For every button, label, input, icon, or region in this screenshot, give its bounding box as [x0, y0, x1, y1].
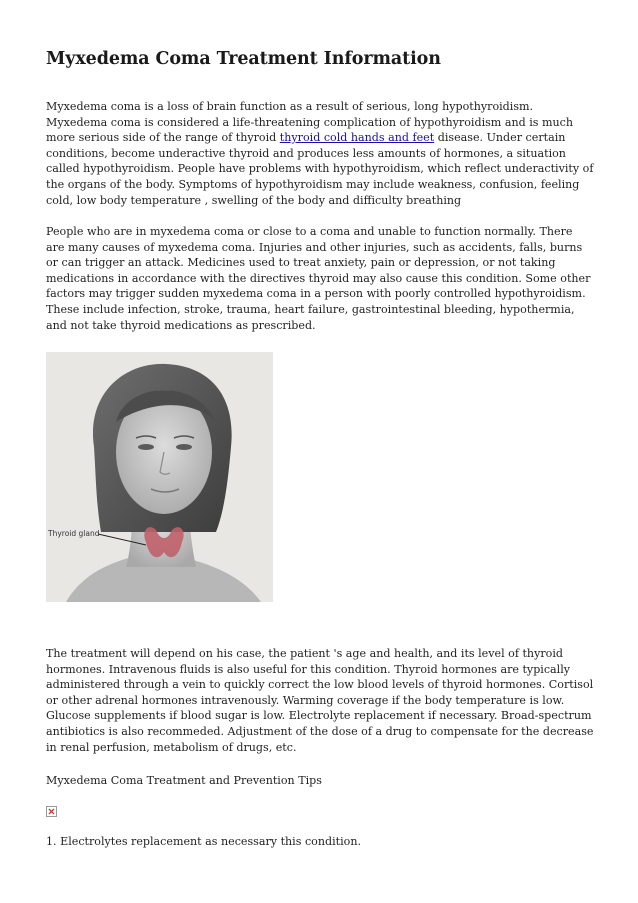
broken-image-icon: [46, 806, 57, 817]
thyroid-drawing: [46, 352, 273, 602]
thyroid-cold-hands-link[interactable]: thyroid cold hands and feet: [279, 131, 435, 145]
tips-subheading: Myxedema Coma Treatment and Prevention Tips: [46, 774, 322, 787]
page-title: Myxedema Coma Treatment Information: [46, 49, 441, 69]
thyroid-gland-label: Thyroid gland: [48, 529, 100, 538]
causes-paragraph: People who are in myxedema coma or close to a coma and unable to function normally. There are many causes of myxedema coma. Injuries and other injuries, such as accidents, falls, burns or can trigger an attack. Medicines used to treat anxiety, pain or depression, or not taking medications in accordance with the directives thyroid may also cause this condition. Some other factors may trigger sudden myxedema coma in a person with poorly controlled hypothyroidism. These include infection, stroke, trauma, heart failure, gastrointestinal bleeding, hypothermia, and not take thyroid medications as prescribed.: [46, 225, 591, 332]
tip-item-1: 1. Electrolytes replacement as necessary this condition.: [46, 835, 361, 848]
intro-text-start: Myxedema coma is a loss of brain function as a result of serious, long hypothyroidism. Myxedema coma is considered a life-threatening complication of hypothyroidism and is much more serious side of the range of thyroid: [46, 100, 574, 145]
intro-paragraph: [46, 99, 594, 208]
thyroid-illustration: [46, 352, 273, 602]
intro-text-end: disease. Under certain conditions, become underactive thyroid and produces less amounts of hormones, a situation called hypothyroidism. People have problems with hypothyroidism, which reflect underactivity of the organs of the body. Symptoms of hypothyroidism may include weakness, confusion, feeling cold, low body temperature , swelling of the body and difficulty breathing: [46, 131, 594, 207]
treatment-paragraph: The treatment will depend on his case, the patient 's age and health, and its level of thyroid hormones. Intravenous fluids is also useful for this condition. Thyroid hormones are typically administered through a vein to quickly correct the low blood levels of thyroid hormones. Cortisol or other adrenal hormones intravenously. Warming coverage if the body temperature is low. Glucose supplements if blood sugar is low. Electrolyte replacement if necessary. Broad-spectrum antibiotics is also recommeded. Adjustment of the dose of a drug to compensate for the decrease in renal perfusion, metabolism of drugs, etc.: [46, 647, 594, 754]
